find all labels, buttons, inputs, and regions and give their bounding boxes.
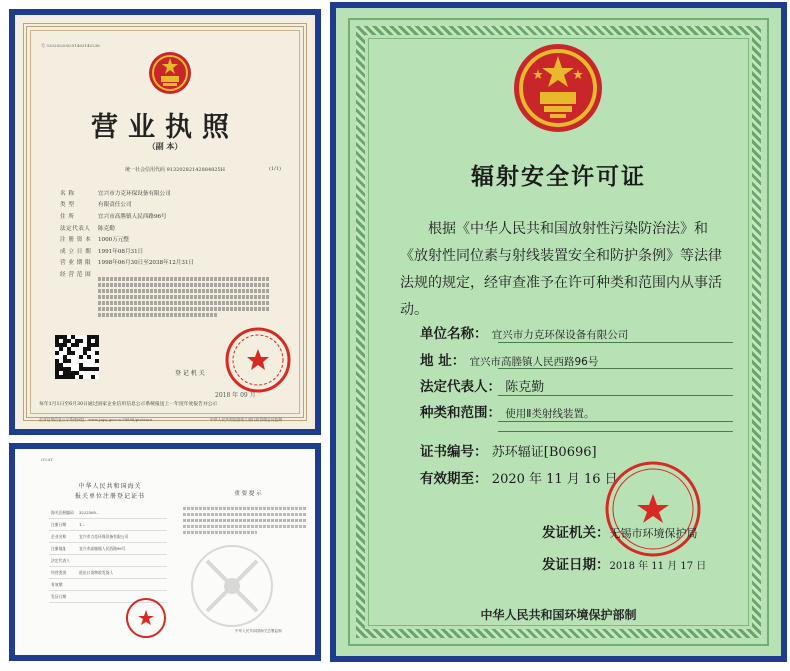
row-key: 经营类别 [51, 569, 67, 575]
permit-footer: 中华人民共和国环境保护部制 [480, 608, 637, 622]
field-label: 种类和范围： [420, 405, 501, 421]
field-label: 名 称 [60, 190, 75, 197]
permit-field-row [420, 401, 594, 421]
row-value: 1... [79, 522, 86, 527]
field-value: 陈克勤 [505, 380, 545, 395]
table-row [49, 531, 167, 543]
field-label: 营 业 期 限 [60, 260, 92, 267]
field-label: 类 型 [60, 202, 75, 209]
row-value: 宜兴市力克环保设备有限公司 [79, 533, 129, 539]
permit-field-row [420, 349, 598, 369]
license-field-list [60, 187, 280, 280]
business-license-document [15, 15, 315, 429]
table-row [49, 543, 167, 555]
field-value: 宜兴市高塍镇人民西路96号 [98, 213, 167, 220]
qr-code-icon [55, 335, 99, 379]
field-label: 发证日期： [542, 557, 610, 573]
customs-notice-title: 重 要 提 示 [234, 491, 262, 497]
row-key: 法定代表人 [51, 557, 70, 563]
permit-field-row [542, 553, 706, 573]
customs-title-line2: 报关单位注册登记证书 [74, 493, 145, 500]
field-value: 宜兴市力克环保设备有限公司 [98, 190, 171, 197]
field-label: 经 营 范 围 [60, 271, 92, 278]
license-copy-label: （副 本） [147, 141, 183, 151]
customs-info-table [49, 507, 167, 603]
license-field-row [60, 210, 280, 222]
field-value: 有限责任公司 [98, 202, 132, 209]
field-value: 1991年08月31日 [98, 248, 144, 255]
customs-corner-tag: QUAT [41, 457, 53, 462]
field-label: 证书编号： [420, 444, 488, 460]
permit-field-row [542, 521, 698, 541]
permit-title: 辐射安全许可证 [471, 163, 646, 190]
table-row [49, 507, 167, 519]
field-value: 陈克勤 [98, 225, 115, 232]
national-emblem-icon [148, 51, 192, 95]
license-field-row [60, 222, 280, 234]
red-official-seal-icon [604, 460, 702, 558]
field-label: 住 所 [60, 213, 75, 220]
license-footer-issuer: 中华人民共和国国家工商行政管理总局监制 [210, 417, 283, 422]
annual-report-notice: 每年1月1日至6月30日通过国家企业信用信息公示系统报送上一年度年度报告并公示 [39, 402, 218, 407]
field-label: 注 册 资 本 [60, 237, 92, 244]
field-value: 2018 年 11 月 17 日 [609, 561, 707, 572]
table-row [49, 555, 167, 567]
license-title: 营业执照 [91, 112, 239, 143]
customs-emblem-watermark-icon [187, 541, 277, 631]
radiation-permit-frame [330, 2, 787, 662]
license-field-row [60, 199, 280, 211]
license-field-row [60, 257, 280, 269]
field-value: 宜兴市力克环保设备有限公司 [491, 329, 629, 341]
national-emblem-icon [512, 42, 604, 134]
row-key: 发证日期 [51, 593, 67, 599]
customs-certificate-document [15, 449, 315, 655]
field-value: 无锡市环境保护局 [609, 527, 698, 540]
field-label: 法定代表人： [420, 379, 501, 395]
field-value: 使用Ⅱ类射线装置。 [505, 408, 595, 420]
license-authority-label: 登 记 机 关 [175, 370, 205, 377]
business-license-frame [9, 9, 321, 435]
permit-field-row [420, 322, 628, 342]
permit-field-row [420, 467, 618, 487]
license-field-row [60, 233, 280, 245]
license-credit-code: 统一社会信用代码 91320282142884825H [125, 167, 226, 173]
license-issue-date: 2018 年 09 月 [215, 392, 256, 399]
row-value: 3222360... [79, 510, 100, 515]
red-official-seal-icon [125, 597, 167, 639]
table-row [49, 579, 167, 591]
license-registration-number: 号 320282000291463140238 [41, 43, 100, 48]
license-field-row [60, 245, 280, 257]
row-key: 注册日期 [51, 521, 67, 527]
permit-intro-text: 根据《中华人民共和国放射性污染防治法》和《放射性同位素与射线装置安全和防护条例》等法律法规的规定，经审查准予在许可种类和范围内从事活动。 [400, 221, 722, 318]
business-scope-text [98, 277, 270, 321]
customs-notice-text [183, 507, 307, 537]
row-key: 有效期 [51, 581, 63, 587]
permit-field-row [420, 375, 544, 395]
field-label: 发证机关： [542, 525, 610, 541]
permit-field-row [420, 440, 597, 460]
table-row [49, 519, 167, 531]
red-official-seal-icon [225, 327, 291, 393]
table-row [49, 567, 167, 579]
row-value: 进出口货物收发货人 [79, 569, 114, 575]
field-label: 成 立 日 期 [60, 248, 92, 255]
customs-certificate-frame [9, 443, 321, 661]
license-footer-website: 企业信用信息公示系统网址：www.jsgsj.gov.cn:58888/province [39, 417, 153, 422]
field-label: 法定代表人 [60, 225, 91, 232]
customs-title-line1: 中华人民共和国海关 [78, 483, 142, 490]
row-key: 海关注册编码 [51, 509, 74, 515]
row-key: 注册地址 [51, 545, 67, 551]
field-value: 1000万元整 [98, 237, 130, 244]
field-value: 1998年06月30日至2038年12月31日 [98, 260, 195, 267]
field-label: 单位名称： [420, 326, 488, 342]
customs-footer: 中华人民共和国海关总署监制 [235, 629, 282, 633]
license-page-label: (1/1) [269, 166, 281, 172]
row-value: 宜兴市高塍镇人民西路96号 [79, 545, 126, 551]
field-value: 2020 年 11 月 16 日 [491, 472, 618, 487]
license-field-row [60, 187, 280, 199]
row-key: 企业名称 [51, 533, 67, 539]
field-value: 宜兴市高塍镇人民西路96号 [469, 356, 599, 368]
radiation-permit-document [336, 8, 781, 656]
field-label: 地 址： [420, 353, 466, 369]
field-value: 苏环辐证[B0696] [491, 445, 597, 460]
field-label: 有效期至： [420, 471, 488, 487]
